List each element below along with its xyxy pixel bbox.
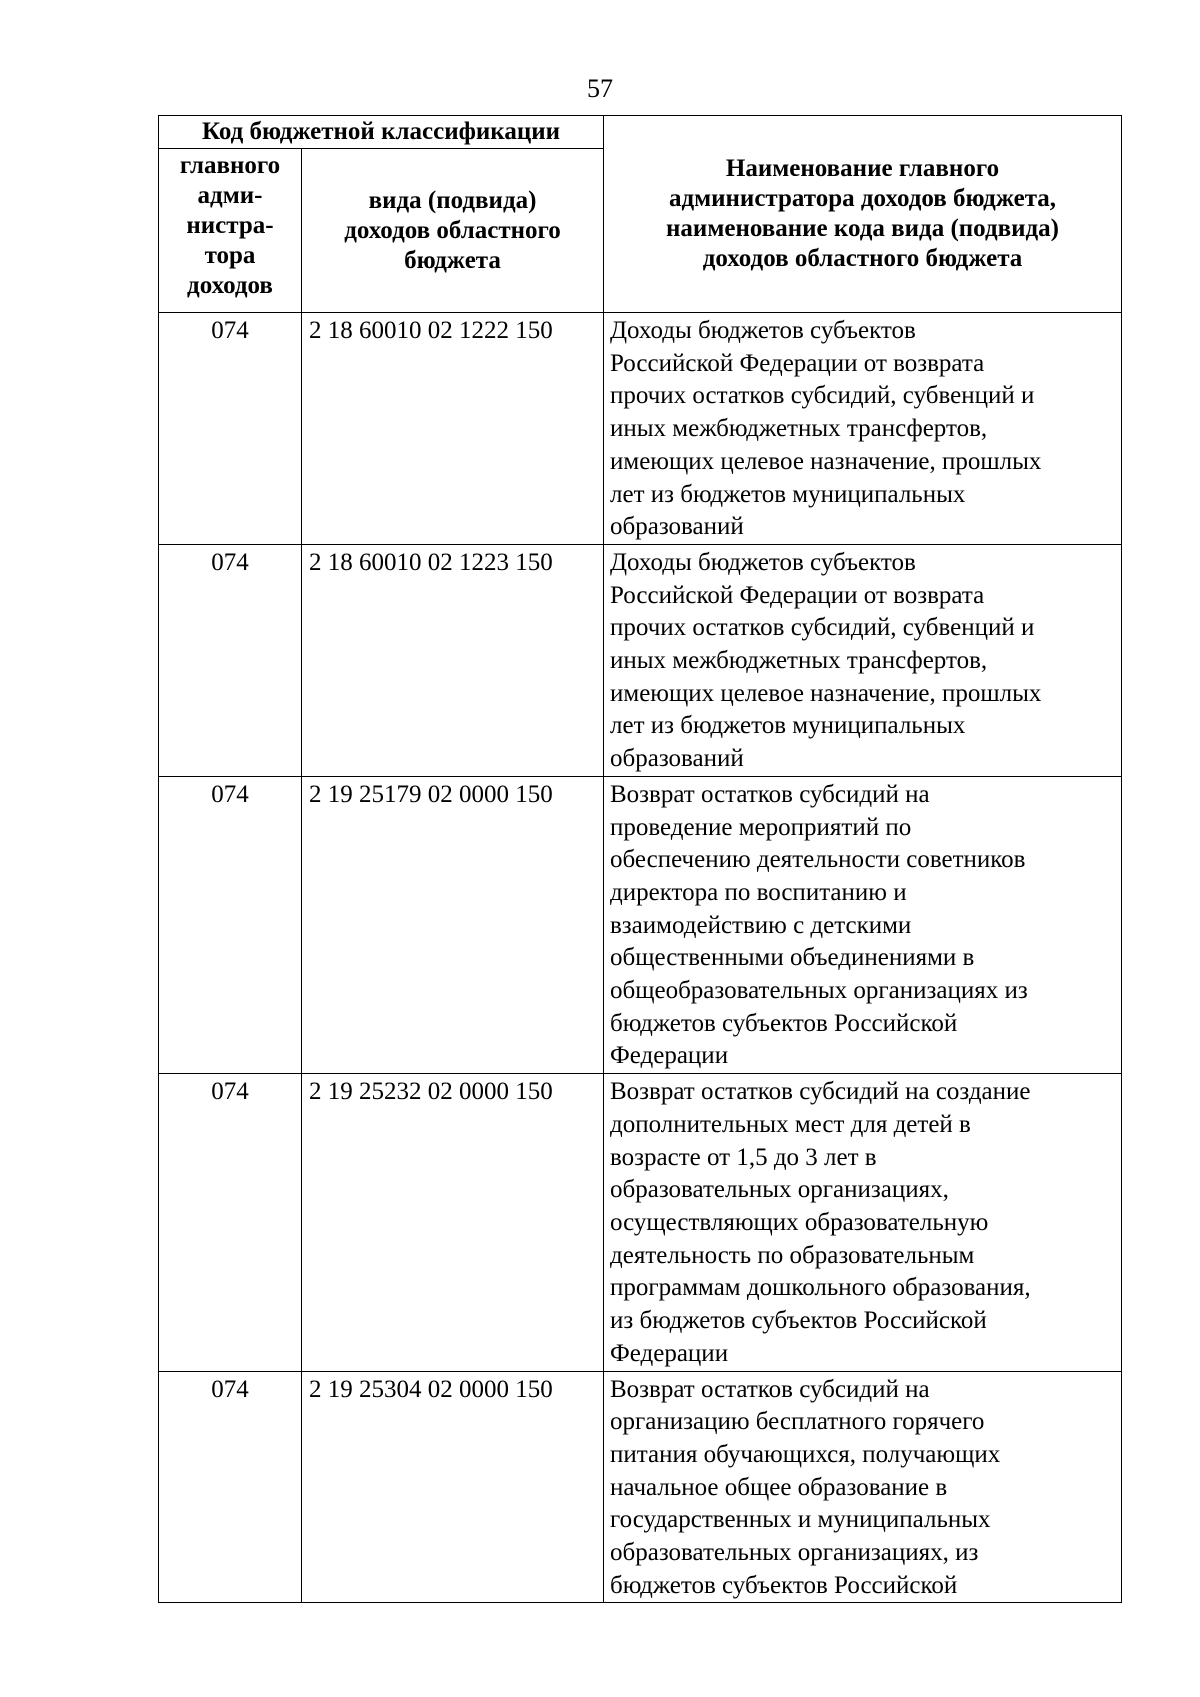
income-name-line: Возврат остатков субсидий на создание (610, 1078, 1031, 1106)
income-name-line: Федерации (610, 1339, 729, 1367)
income-name-cell (604, 1371, 1122, 1603)
income-code-cell: 2 19 25304 02 0000 150 (302, 1371, 604, 1603)
income-name-line: питания обучающихся, получающих (610, 1440, 1001, 1468)
income-name-line: программам дошкольного образования, (610, 1274, 1031, 1302)
budget-classification-table (158, 115, 1122, 1603)
header-name-line: доходов областного бюджета (702, 245, 1023, 272)
income-name-line: образовательных организациях, (610, 1176, 949, 1204)
header-admin-column (159, 149, 302, 313)
table-row (159, 544, 1122, 776)
header-group-title: Код бюджетной классификации (159, 116, 604, 149)
header-admin-line: адми- (197, 182, 263, 209)
income-name-line: обеспечению деятельности советников (610, 846, 1026, 874)
income-name-line: лет из бюджетов муниципальных (610, 480, 966, 508)
header-name-line: Наименование главного (725, 155, 1000, 182)
income-name-line: деятельность по образовательным (610, 1241, 975, 1269)
income-name-cell (604, 313, 1122, 545)
income-name-line: директора по воспитанию и (610, 878, 907, 906)
income-name-line: бюджетов субъектов Российской (610, 1009, 958, 1037)
income-name-line: Российской Федерации от возврата (610, 349, 985, 377)
income-name-cell (604, 1074, 1122, 1371)
income-name-line: Российской Федерации от возврата (610, 581, 985, 609)
header-kind-line: бюджета (404, 246, 501, 274)
income-name-line: взаимодействию с детскими (610, 911, 912, 939)
income-name-line: Доходы бюджетов субъектов (610, 317, 916, 344)
income-name-line: общеобразовательных организациях из (610, 977, 1028, 1005)
income-name-line: Возврат остатков субсидий на (610, 1375, 930, 1403)
header-kind-column (302, 149, 604, 313)
income-name-cell (604, 776, 1122, 1073)
income-name-line: прочих остатков субсидий, субвенций и (610, 614, 1035, 642)
table-row (159, 1371, 1122, 1603)
income-name-line: из бюджетов субъектов Российской (610, 1307, 987, 1335)
header-admin-line: тора (204, 242, 256, 269)
income-name-line: иных межбюджетных трансфертов, (610, 415, 988, 443)
header-name-line: администратора доходов бюджета, (668, 185, 1057, 212)
income-name-line: прочих остатков субсидий, субвенций и (610, 382, 1035, 410)
income-name-line: государственных и муниципальных (610, 1506, 991, 1534)
income-name-line: организацию бесплатного горячего (610, 1408, 985, 1436)
income-name-line: образований (610, 745, 744, 773)
income-name-line: Доходы бюджетов субъектов (610, 548, 916, 576)
page-number: 57 (587, 74, 613, 103)
income-name-line: имеющих целевое назначение, прошлых (610, 447, 1042, 475)
header-kind-line: вида (подвида) (368, 186, 537, 214)
income-name-line: возрасте от 1,5 до 3 лет в (610, 1143, 877, 1171)
income-code-cell: 2 19 25179 02 0000 150 (302, 776, 604, 1073)
header-name-column (604, 116, 1122, 313)
income-name-line: бюджетов субъектов Российской (610, 1571, 958, 1599)
header-admin-line: нистра- (186, 212, 274, 239)
income-name-line: иных межбюджетных трансфертов, (610, 647, 988, 675)
income-name-line: лет из бюджетов муниципальных (610, 712, 966, 740)
table-row (159, 313, 1122, 545)
income-name-line: Федерации (610, 1042, 729, 1070)
income-name-line: дополнительных мест для детей в (610, 1110, 971, 1138)
admin-code-cell: 074 (159, 1074, 302, 1371)
income-name-line: проведение мероприятий по (610, 813, 912, 841)
table-row (159, 1074, 1122, 1371)
admin-code-cell: 074 (159, 776, 302, 1073)
table-row (159, 776, 1122, 1073)
income-name-line: образовательных организациях, из (610, 1539, 979, 1567)
income-code-cell: 2 18 60010 02 1223 150 (302, 544, 604, 776)
admin-code-cell: 074 (159, 313, 302, 545)
header-admin-line: доходов (187, 272, 273, 299)
income-name-cell (604, 544, 1122, 776)
income-name-line: Возврат остатков субсидий на (610, 780, 930, 808)
header-name-line: наименование кода вида (подвида) (666, 215, 1059, 242)
income-name-line: начальное общее образование в (610, 1473, 948, 1501)
table-body (159, 313, 1122, 1603)
income-code-cell: 2 18 60010 02 1222 150 (302, 313, 604, 545)
income-name-line: осуществляющих образовательную (610, 1208, 989, 1236)
income-name-line: имеющих целевое назначение, прошлых (610, 679, 1042, 707)
header-admin-line: главного (179, 152, 281, 179)
income-name-line: образований (610, 513, 744, 541)
header-kind-line: доходов областного (344, 216, 561, 244)
income-name-line: общественными объединениями в (610, 944, 975, 972)
income-code-cell: 2 19 25232 02 0000 150 (302, 1074, 604, 1371)
admin-code-cell: 074 (159, 544, 302, 776)
admin-code-cell: 074 (159, 1371, 302, 1603)
